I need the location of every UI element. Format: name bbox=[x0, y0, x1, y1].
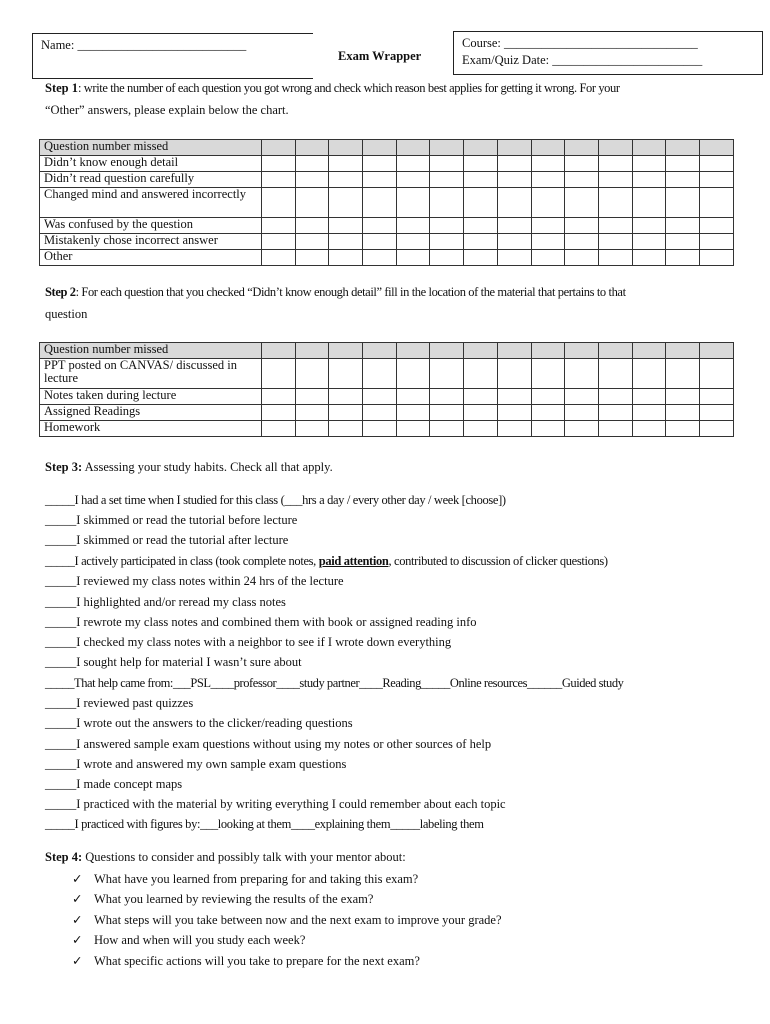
check-cell[interactable] bbox=[295, 172, 329, 188]
page-title: Exam Wrapper bbox=[338, 49, 422, 63]
check-cell[interactable] bbox=[598, 389, 632, 405]
check-cell[interactable] bbox=[565, 172, 599, 188]
check-cell[interactable] bbox=[295, 405, 329, 421]
check-cell[interactable] bbox=[464, 218, 498, 234]
check-cell[interactable] bbox=[464, 405, 498, 421]
step2-text: : For each question that you checked “Didn’t know enough detail” fill in the location of the material that pertains to that bbox=[75, 285, 626, 299]
question-number-cell[interactable] bbox=[363, 140, 397, 156]
check-cell[interactable] bbox=[497, 389, 531, 405]
check-cell[interactable] bbox=[632, 218, 666, 234]
check-cell[interactable] bbox=[396, 172, 430, 188]
check-cell[interactable] bbox=[699, 172, 733, 188]
check-cell[interactable] bbox=[531, 234, 565, 250]
check-cell[interactable] bbox=[262, 359, 296, 389]
table-row bbox=[40, 188, 734, 218]
question-number-cell[interactable] bbox=[430, 343, 464, 359]
check-cell[interactable] bbox=[396, 421, 430, 437]
check-cell[interactable] bbox=[396, 359, 430, 389]
check-cell[interactable] bbox=[666, 389, 700, 405]
question-number-cell[interactable] bbox=[497, 140, 531, 156]
check-cell[interactable] bbox=[262, 218, 296, 234]
question-number-cell[interactable] bbox=[329, 343, 363, 359]
check-cell[interactable] bbox=[464, 421, 498, 437]
question-number-cell[interactable] bbox=[632, 343, 666, 359]
habit-blank[interactable]: _____ bbox=[45, 635, 77, 649]
check-cell[interactable] bbox=[632, 250, 666, 266]
question-number-cell[interactable] bbox=[262, 140, 296, 156]
question-number-cell[interactable] bbox=[666, 140, 700, 156]
row-label: Changed mind and answered incorrectly bbox=[40, 188, 262, 218]
row-label: Question number missed bbox=[40, 343, 262, 359]
check-cell[interactable] bbox=[262, 421, 296, 437]
question-number-cell[interactable] bbox=[262, 343, 296, 359]
check-cell[interactable] bbox=[699, 188, 733, 218]
name-label: Name: ___________________________ bbox=[41, 38, 247, 52]
question-item: ✓ What have you learned from preparing for and taking this exam? bbox=[72, 872, 419, 886]
table-row bbox=[40, 359, 734, 389]
check-cell[interactable] bbox=[699, 421, 733, 437]
check-cell[interactable] bbox=[464, 234, 498, 250]
check-cell[interactable] bbox=[430, 250, 464, 266]
row-label: Was confused by the question bbox=[40, 218, 262, 234]
habit-item[interactable]: _____I sought help for material I wasn’t sure about bbox=[45, 655, 302, 669]
check-cell[interactable] bbox=[363, 188, 397, 218]
check-cell[interactable] bbox=[699, 218, 733, 234]
habit-blank[interactable]: _____ bbox=[45, 655, 77, 669]
check-cell[interactable] bbox=[598, 234, 632, 250]
row-label: Notes taken during lecture bbox=[40, 389, 262, 405]
check-cell[interactable] bbox=[531, 156, 565, 172]
question-number-cell[interactable] bbox=[464, 343, 498, 359]
step1-text: : write the number of each question you got wrong and check which reason best applies for getting it wrong. For your bbox=[78, 81, 620, 95]
check-cell[interactable] bbox=[497, 172, 531, 188]
check-cell[interactable] bbox=[295, 421, 329, 437]
check-cell[interactable] bbox=[531, 405, 565, 421]
check-cell[interactable] bbox=[396, 389, 430, 405]
check-cell[interactable] bbox=[699, 250, 733, 266]
check-cell[interactable] bbox=[531, 218, 565, 234]
habit-blank[interactable]: _____ bbox=[45, 595, 77, 609]
check-cell[interactable] bbox=[565, 405, 599, 421]
row-label: Question number missed bbox=[40, 140, 262, 156]
check-cell[interactable] bbox=[430, 156, 464, 172]
check-cell[interactable] bbox=[632, 188, 666, 218]
row-label: Other bbox=[40, 250, 262, 266]
table-row bbox=[40, 156, 734, 172]
habit-blank[interactable]: _____ bbox=[45, 574, 77, 588]
check-cell[interactable] bbox=[262, 405, 296, 421]
check-cell[interactable] bbox=[295, 389, 329, 405]
habit-item[interactable]: _____I wrote out the answers to the clicker/reading questions bbox=[45, 716, 353, 730]
check-cell[interactable] bbox=[329, 389, 363, 405]
habit-blank[interactable]: _____ bbox=[45, 493, 75, 507]
check-cell[interactable] bbox=[632, 359, 666, 389]
check-cell[interactable] bbox=[329, 172, 363, 188]
habit-blank[interactable]: _____ bbox=[45, 757, 77, 771]
check-cell[interactable] bbox=[464, 389, 498, 405]
check-cell[interactable] bbox=[497, 250, 531, 266]
check-cell[interactable] bbox=[632, 234, 666, 250]
check-cell[interactable] bbox=[565, 234, 599, 250]
question-number-cell[interactable] bbox=[396, 140, 430, 156]
question-item: ✓ What steps will you take between now and the next exam to improve your grade? bbox=[72, 913, 502, 927]
check-cell[interactable] bbox=[497, 156, 531, 172]
check-cell[interactable] bbox=[632, 421, 666, 437]
row-label: Mistakenly chose incorrect answer bbox=[40, 234, 262, 250]
check-cell[interactable] bbox=[295, 359, 329, 389]
table-row bbox=[40, 421, 734, 437]
question-item: ✓ What specific actions will you take to prepare for the next exam? bbox=[72, 954, 420, 968]
check-cell[interactable] bbox=[666, 156, 700, 172]
step1-table bbox=[39, 139, 734, 266]
step3-label: Step 3: bbox=[45, 460, 83, 474]
step1-text-line2: “Other” answers, please explain below the chart. bbox=[45, 103, 289, 117]
check-cell[interactable] bbox=[565, 359, 599, 389]
check-cell[interactable] bbox=[262, 234, 296, 250]
check-cell[interactable] bbox=[464, 188, 498, 218]
question-number-cell[interactable] bbox=[632, 140, 666, 156]
step4-label: Step 4: bbox=[45, 850, 83, 864]
check-cell[interactable] bbox=[565, 421, 599, 437]
table-row bbox=[40, 218, 734, 234]
question-number-cell[interactable] bbox=[699, 140, 733, 156]
habit-item[interactable]: _____I had a set time when I studied for this class (___hrs a day / every other day / week [choose]) bbox=[45, 493, 506, 507]
checkmark-icon: ✓ bbox=[72, 892, 83, 906]
check-cell[interactable] bbox=[295, 250, 329, 266]
check-cell[interactable] bbox=[464, 172, 498, 188]
check-cell[interactable] bbox=[565, 389, 599, 405]
check-cell[interactable] bbox=[329, 359, 363, 389]
check-cell[interactable] bbox=[363, 234, 397, 250]
check-cell[interactable] bbox=[430, 421, 464, 437]
name-field[interactable] bbox=[32, 33, 313, 79]
habit-item[interactable]: _____I reviewed my class notes within 24 hrs of the lecture bbox=[45, 574, 344, 588]
check-cell[interactable] bbox=[497, 421, 531, 437]
table-row bbox=[40, 389, 734, 405]
check-cell[interactable] bbox=[262, 389, 296, 405]
paid-attention-emphasis: paid attention bbox=[318, 554, 389, 568]
check-cell[interactable] bbox=[531, 359, 565, 389]
check-cell[interactable] bbox=[531, 250, 565, 266]
check-cell[interactable] bbox=[666, 405, 700, 421]
habit-item[interactable]: _____I actively participated in class (took complete notes, paid attention, contributed to discussion of clicker questions) bbox=[45, 554, 608, 568]
step2-table bbox=[39, 342, 734, 437]
question-number-cell[interactable] bbox=[531, 343, 565, 359]
check-cell[interactable] bbox=[396, 156, 430, 172]
check-cell[interactable] bbox=[699, 234, 733, 250]
check-cell[interactable] bbox=[497, 218, 531, 234]
check-cell[interactable] bbox=[699, 389, 733, 405]
check-cell[interactable] bbox=[363, 405, 397, 421]
check-cell[interactable] bbox=[363, 156, 397, 172]
step3-text: Assessing your study habits. Check all that apply. bbox=[82, 460, 333, 474]
question-number-cell[interactable] bbox=[329, 140, 363, 156]
check-cell[interactable] bbox=[598, 156, 632, 172]
check-cell[interactable] bbox=[262, 250, 296, 266]
check-cell[interactable] bbox=[430, 389, 464, 405]
habit-blank[interactable]: _____ bbox=[45, 696, 77, 710]
check-cell[interactable] bbox=[531, 172, 565, 188]
row-label: Didn’t read question carefully bbox=[40, 172, 262, 188]
check-cell[interactable] bbox=[699, 156, 733, 172]
row-label: PPT posted on CANVAS/ discussed in lecture bbox=[40, 359, 262, 389]
row-label: Homework bbox=[40, 421, 262, 437]
check-cell[interactable] bbox=[430, 188, 464, 218]
check-cell[interactable] bbox=[699, 405, 733, 421]
step1-instructions bbox=[45, 81, 620, 96]
table-row bbox=[40, 250, 734, 266]
check-cell[interactable] bbox=[329, 156, 363, 172]
step2-label: Step 2 bbox=[45, 285, 76, 299]
check-cell[interactable] bbox=[363, 218, 397, 234]
question-number-cell[interactable] bbox=[598, 140, 632, 156]
habit-item[interactable]: _____I practiced with the material by writing everything I could remember about each topic bbox=[45, 797, 506, 811]
check-cell[interactable] bbox=[666, 218, 700, 234]
table-row bbox=[40, 172, 734, 188]
check-cell[interactable] bbox=[598, 405, 632, 421]
check-cell[interactable] bbox=[430, 405, 464, 421]
question-number-cell[interactable] bbox=[464, 140, 498, 156]
check-cell[interactable] bbox=[329, 405, 363, 421]
question-number-cell[interactable] bbox=[396, 343, 430, 359]
course-info-box[interactable] bbox=[453, 31, 763, 75]
step2-text-line2: question bbox=[45, 307, 88, 321]
check-cell[interactable] bbox=[699, 359, 733, 389]
habit-blank[interactable]: _____ bbox=[45, 615, 77, 629]
habit-blank[interactable]: _____ bbox=[45, 513, 77, 527]
question-number-cell[interactable] bbox=[430, 140, 464, 156]
habit-item[interactable]: _____I rewrote my class notes and combined them with book or assigned reading info bbox=[45, 615, 477, 629]
habit-item[interactable]: _____I practiced with figures by:___looking at them____explaining them_____labeling them bbox=[45, 817, 484, 831]
check-cell[interactable] bbox=[497, 234, 531, 250]
check-cell[interactable] bbox=[329, 421, 363, 437]
table-row bbox=[40, 234, 734, 250]
question-number-cell[interactable] bbox=[295, 343, 329, 359]
step1-label: Step 1 bbox=[45, 81, 78, 95]
check-cell[interactable] bbox=[363, 359, 397, 389]
check-cell[interactable] bbox=[632, 389, 666, 405]
checkmark-icon: ✓ bbox=[72, 933, 83, 947]
check-cell[interactable] bbox=[666, 188, 700, 218]
habit-blank[interactable]: _____ bbox=[45, 817, 75, 831]
check-cell[interactable] bbox=[295, 234, 329, 250]
check-cell[interactable] bbox=[531, 421, 565, 437]
habit-blank[interactable]: _____ bbox=[45, 554, 75, 568]
checkmark-icon: ✓ bbox=[72, 954, 83, 968]
check-cell[interactable] bbox=[565, 188, 599, 218]
habit-item[interactable]: _____I answered sample exam questions without using my notes or other sources of help bbox=[45, 737, 492, 751]
check-cell[interactable] bbox=[430, 359, 464, 389]
habit-item[interactable]: _____That help came from:___PSL____professor____study partner____Reading_____Online resources______Guided study bbox=[45, 676, 624, 690]
check-cell[interactable] bbox=[430, 234, 464, 250]
check-cell[interactable] bbox=[396, 188, 430, 218]
check-cell[interactable] bbox=[598, 172, 632, 188]
check-cell[interactable] bbox=[497, 188, 531, 218]
question-number-cell[interactable] bbox=[699, 343, 733, 359]
check-cell[interactable] bbox=[295, 188, 329, 218]
habit-blank[interactable]: _____ bbox=[45, 737, 77, 751]
habit-blank[interactable]: _____ bbox=[45, 533, 77, 547]
check-cell[interactable] bbox=[329, 250, 363, 266]
habit-item[interactable]: _____I wrote and answered my own sample exam questions bbox=[45, 757, 347, 771]
check-cell[interactable] bbox=[598, 218, 632, 234]
step4-instructions bbox=[45, 850, 406, 865]
check-cell[interactable] bbox=[666, 172, 700, 188]
course-label: Course: _______________________________ bbox=[462, 36, 698, 50]
check-cell[interactable] bbox=[363, 250, 397, 266]
check-cell[interactable] bbox=[464, 156, 498, 172]
exam-date-label: Exam/Quiz Date: ________________________ bbox=[462, 53, 703, 67]
check-cell[interactable] bbox=[598, 250, 632, 266]
question-number-cell[interactable] bbox=[598, 343, 632, 359]
check-cell[interactable] bbox=[497, 359, 531, 389]
check-cell[interactable] bbox=[598, 421, 632, 437]
habit-blank[interactable]: _____ bbox=[45, 777, 77, 791]
check-cell[interactable] bbox=[632, 405, 666, 421]
question-item: ✓ How and when will you study each week? bbox=[72, 933, 306, 947]
check-cell[interactable] bbox=[396, 234, 430, 250]
question-number-cell[interactable] bbox=[565, 140, 599, 156]
check-cell[interactable] bbox=[363, 172, 397, 188]
check-cell[interactable] bbox=[598, 188, 632, 218]
check-cell[interactable] bbox=[396, 250, 430, 266]
check-cell[interactable] bbox=[598, 359, 632, 389]
check-cell[interactable] bbox=[295, 156, 329, 172]
check-cell[interactable] bbox=[430, 172, 464, 188]
check-cell[interactable] bbox=[396, 405, 430, 421]
check-cell[interactable] bbox=[329, 234, 363, 250]
check-cell[interactable] bbox=[262, 188, 296, 218]
question-number-cell[interactable] bbox=[363, 343, 397, 359]
check-cell[interactable] bbox=[666, 421, 700, 437]
check-cell[interactable] bbox=[396, 218, 430, 234]
check-cell[interactable] bbox=[262, 156, 296, 172]
habit-item[interactable]: _____I made concept maps bbox=[45, 777, 183, 791]
check-cell[interactable] bbox=[531, 389, 565, 405]
row-label: Didn’t know enough detail bbox=[40, 156, 262, 172]
habit-item[interactable]: _____I checked my class notes with a neighbor to see if I wrote down everything bbox=[45, 635, 452, 649]
habit-item[interactable]: _____I highlighted and/or reread my class notes bbox=[45, 595, 286, 609]
question-number-cell[interactable] bbox=[497, 343, 531, 359]
check-cell[interactable] bbox=[666, 234, 700, 250]
check-cell[interactable] bbox=[666, 250, 700, 266]
check-cell[interactable] bbox=[632, 156, 666, 172]
question-number-cell[interactable] bbox=[531, 140, 565, 156]
step3-instructions bbox=[45, 460, 333, 475]
check-cell[interactable] bbox=[464, 250, 498, 266]
check-cell[interactable] bbox=[363, 389, 397, 405]
check-cell[interactable] bbox=[632, 172, 666, 188]
checkmark-icon: ✓ bbox=[72, 872, 83, 886]
check-cell[interactable] bbox=[565, 218, 599, 234]
habit-item[interactable]: _____I reviewed past quizzes bbox=[45, 696, 194, 710]
check-cell[interactable] bbox=[497, 405, 531, 421]
habit-blank[interactable]: _____ bbox=[45, 797, 77, 811]
question-number-cell[interactable] bbox=[565, 343, 599, 359]
check-cell[interactable] bbox=[666, 359, 700, 389]
check-cell[interactable] bbox=[531, 188, 565, 218]
habit-blank[interactable]: _____ bbox=[45, 676, 75, 690]
check-cell[interactable] bbox=[430, 218, 464, 234]
check-cell[interactable] bbox=[565, 156, 599, 172]
check-cell[interactable] bbox=[295, 218, 329, 234]
check-cell[interactable] bbox=[363, 421, 397, 437]
question-item: ✓ What you learned by reviewing the results of the exam? bbox=[72, 892, 374, 906]
habit-blank[interactable]: _____ bbox=[45, 716, 77, 730]
check-cell[interactable] bbox=[329, 188, 363, 218]
table-header-row bbox=[40, 343, 734, 359]
question-number-cell[interactable] bbox=[295, 140, 329, 156]
check-cell[interactable] bbox=[464, 359, 498, 389]
row-label: Assigned Readings bbox=[40, 405, 262, 421]
question-number-cell[interactable] bbox=[666, 343, 700, 359]
habit-item[interactable]: _____I skimmed or read the tutorial after lecture bbox=[45, 533, 289, 547]
step4-text: Questions to consider and possibly talk with your mentor about: bbox=[82, 850, 406, 864]
table-header-row bbox=[40, 140, 734, 156]
table-row bbox=[40, 405, 734, 421]
habit-item[interactable]: _____I skimmed or read the tutorial before lecture bbox=[45, 513, 298, 527]
checkmark-icon: ✓ bbox=[72, 913, 83, 927]
check-cell[interactable] bbox=[329, 218, 363, 234]
step2-instructions bbox=[45, 285, 626, 300]
check-cell[interactable] bbox=[262, 172, 296, 188]
check-cell[interactable] bbox=[565, 250, 599, 266]
